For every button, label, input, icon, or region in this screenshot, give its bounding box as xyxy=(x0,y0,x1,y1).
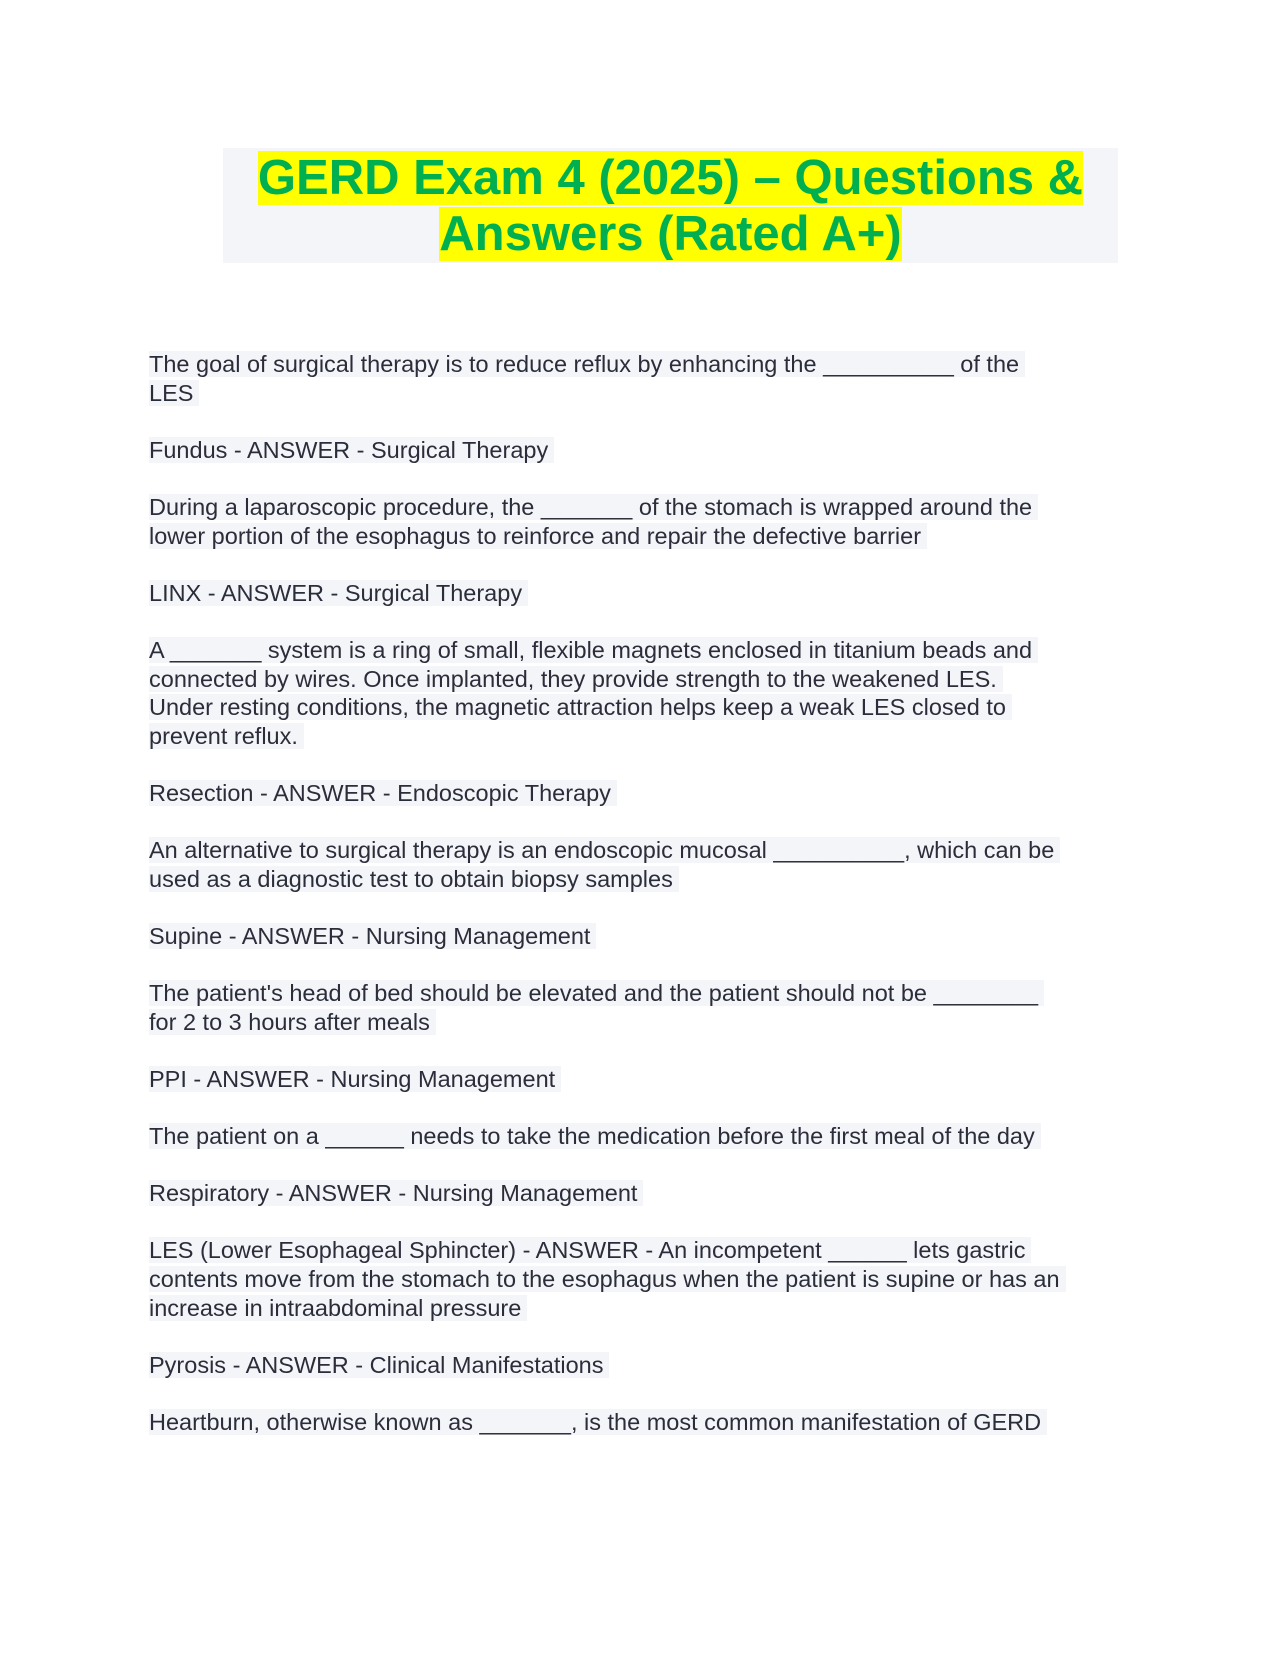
text-line-content: LINX - ANSWER - Surgical Therapy xyxy=(149,580,528,606)
text-line-content: connected by wires. Once implanted, they provide strength to the weakened LES. xyxy=(149,666,1003,692)
qa-paragraph xyxy=(149,1236,1149,1322)
text-line xyxy=(149,922,1149,951)
text-line-content: Pyrosis - ANSWER - Clinical Manifestations xyxy=(149,1352,609,1378)
text-line-content: Supine - ANSWER - Nursing Management xyxy=(149,923,596,949)
text-line xyxy=(149,379,1149,408)
text-line-content: Resection - ANSWER - Endoscopic Therapy xyxy=(149,780,617,806)
qa-paragraph xyxy=(149,1351,1149,1380)
text-line xyxy=(149,693,1149,722)
text-line xyxy=(149,1408,1149,1437)
text-line xyxy=(149,579,1149,608)
text-line-content: Fundus - ANSWER - Surgical Therapy xyxy=(149,437,554,463)
text-line xyxy=(149,493,1149,522)
text-line xyxy=(149,636,1149,665)
text-line-content: used as a diagnostic test to obtain biopsy samples xyxy=(149,866,679,892)
text-line xyxy=(149,1294,1149,1323)
qa-paragraph xyxy=(149,1065,1149,1094)
text-line xyxy=(149,1265,1149,1294)
text-line xyxy=(149,865,1149,894)
title-line-1: GERD Exam 4 (2025) – Questions & xyxy=(257,151,1084,205)
text-line-content: Respiratory - ANSWER - Nursing Management xyxy=(149,1180,643,1206)
text-line xyxy=(149,436,1149,465)
text-line xyxy=(149,1179,1149,1208)
title-box xyxy=(223,148,1118,263)
text-line xyxy=(149,779,1149,808)
text-line xyxy=(149,1065,1149,1094)
text-line-content: An alternative to surgical therapy is an endoscopic mucosal __________, which can be xyxy=(149,837,1060,863)
text-line-content: LES xyxy=(149,380,199,406)
text-line-content: lower portion of the esophagus to reinforce and repair the defective barrier xyxy=(149,523,927,549)
qa-paragraph xyxy=(149,493,1149,550)
qa-paragraph xyxy=(149,1179,1149,1208)
text-line-content: The goal of surgical therapy is to reduce reflux by enhancing the __________ of the xyxy=(149,351,1025,377)
text-line xyxy=(149,1008,1149,1037)
title-line-2: Answers (Rated A+) xyxy=(439,207,902,261)
text-line-content: The patient's head of bed should be elevated and the patient should not be ________ xyxy=(149,980,1044,1006)
qa-paragraph xyxy=(149,779,1149,808)
text-line xyxy=(149,836,1149,865)
text-line-content: prevent reflux. xyxy=(149,723,304,749)
text-line-content: increase in intraabdominal pressure xyxy=(149,1295,527,1321)
text-line-content: During a laparoscopic procedure, the _______ of the stomach is wrapped around the xyxy=(149,494,1038,520)
qa-paragraph xyxy=(149,350,1149,407)
text-line-content: LES (Lower Esophageal Sphincter) - ANSWER - An incompetent ______ lets gastric xyxy=(149,1237,1031,1263)
text-line xyxy=(149,350,1149,379)
text-line xyxy=(149,1351,1149,1380)
text-line-content: A _______ system is a ring of small, flexible magnets enclosed in titanium beads and xyxy=(149,637,1038,663)
qa-paragraph xyxy=(149,1408,1149,1437)
text-line xyxy=(149,722,1149,751)
document-body xyxy=(149,350,1149,1465)
text-line xyxy=(149,665,1149,694)
qa-paragraph xyxy=(149,436,1149,465)
text-line-content: Heartburn, otherwise known as _______, is the most common manifestation of GERD xyxy=(149,1409,1047,1435)
text-line-content: for 2 to 3 hours after meals xyxy=(149,1009,436,1035)
text-line-content: PPI - ANSWER - Nursing Management xyxy=(149,1066,561,1092)
qa-paragraph xyxy=(149,636,1149,750)
qa-paragraph xyxy=(149,836,1149,893)
text-line xyxy=(149,979,1149,1008)
text-line-content: Under resting conditions, the magnetic attraction helps keep a weak LES closed to xyxy=(149,694,1012,720)
text-line-content: contents move from the stomach to the esophagus when the patient is supine or has an xyxy=(149,1266,1066,1292)
text-line xyxy=(149,1236,1149,1265)
text-line xyxy=(149,522,1149,551)
document-title xyxy=(223,148,1118,262)
qa-paragraph xyxy=(149,579,1149,608)
qa-paragraph xyxy=(149,922,1149,951)
qa-paragraph xyxy=(149,979,1149,1036)
text-line-content: The patient on a ______ needs to take the medication before the first meal of the day xyxy=(149,1123,1041,1149)
qa-paragraph xyxy=(149,1122,1149,1151)
text-line xyxy=(149,1122,1149,1151)
